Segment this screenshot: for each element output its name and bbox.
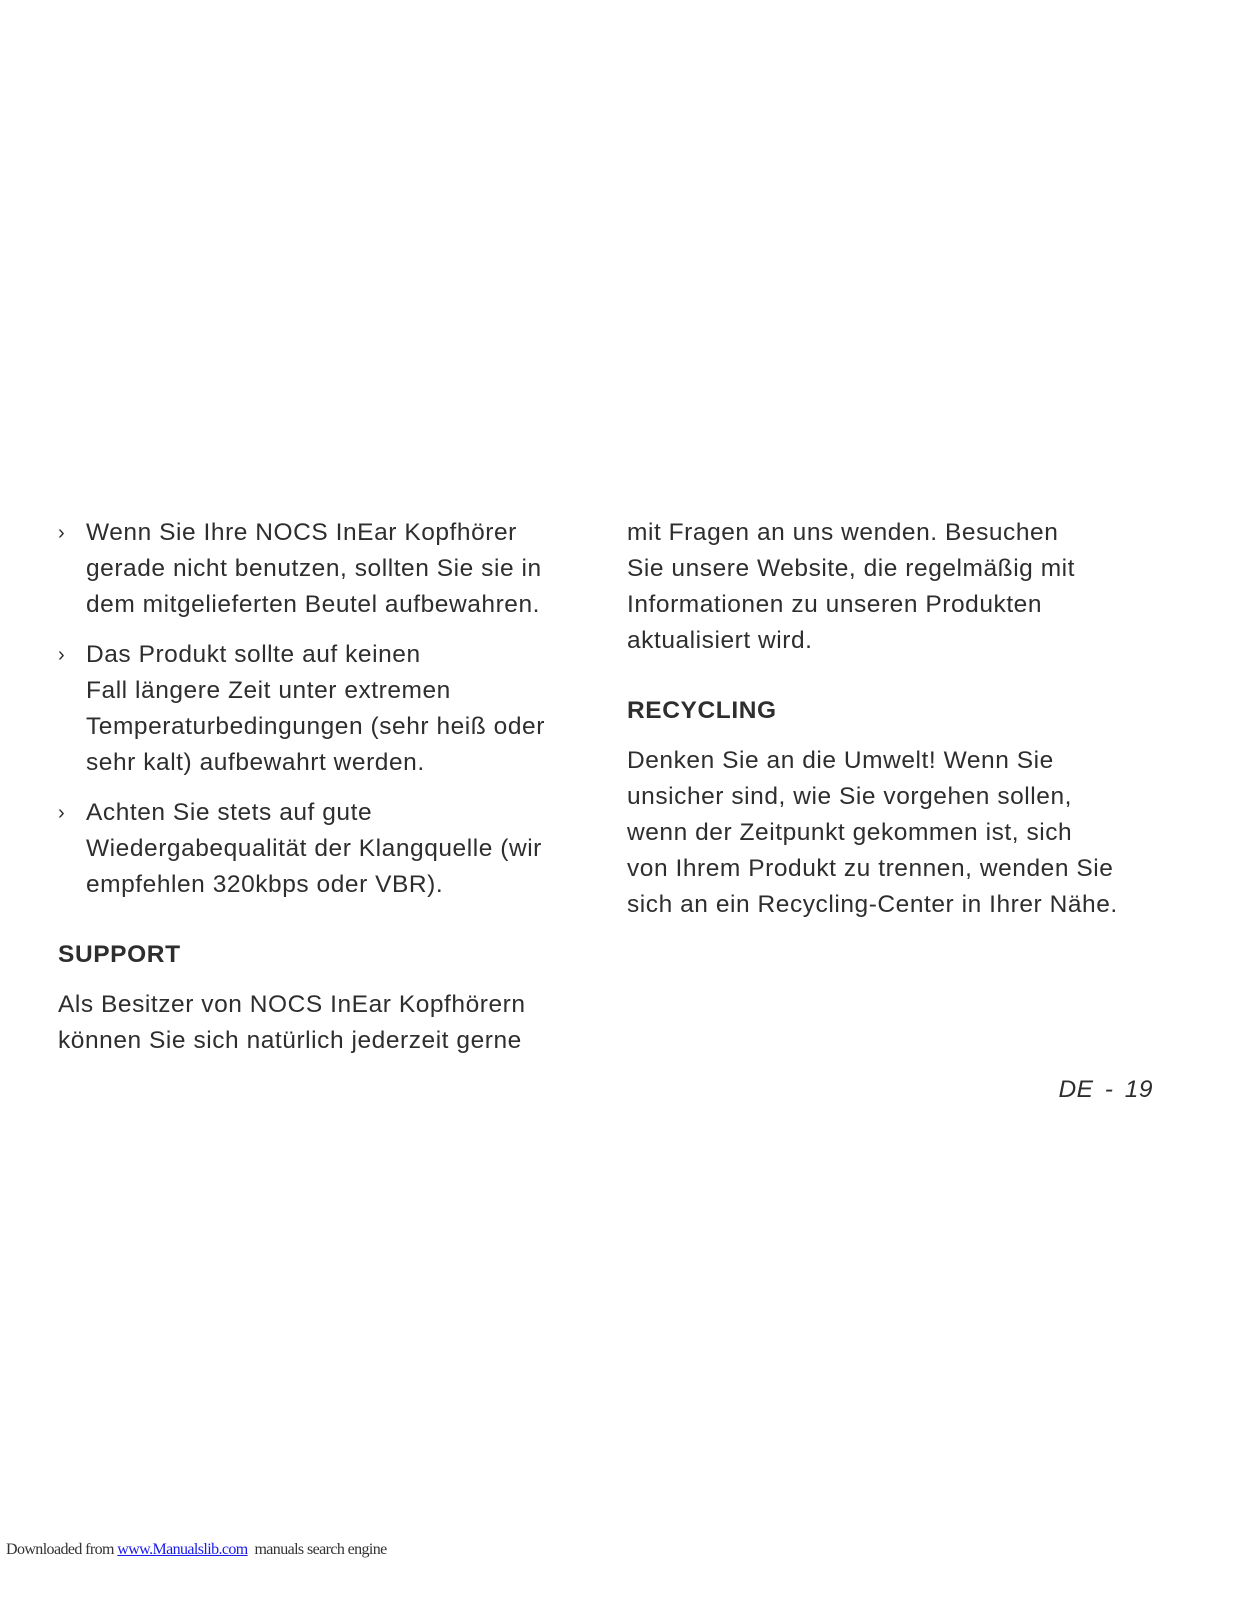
bullet-item [58, 515, 598, 623]
bullet-text: Wenn Sie Ihre NOCS InEar Kopfhörer gerade nicht benutzen, sollten Sie sie in dem mitgelieferten Beutel aufbewahren. [86, 519, 542, 618]
left-column [58, 515, 598, 1059]
footer-prefix: Downloaded from [6, 1541, 118, 1558]
right-column [627, 515, 1187, 923]
bullet-text: Das Produkt sollte auf keinen Fall längere Zeit unter extremen Temperaturbedingungen (sehr heiß oder sehr kalt) aufbewahrt werden. [86, 641, 545, 776]
support-heading: SUPPORT [58, 941, 181, 968]
bullet-chevron-icon: › [58, 522, 65, 544]
footer-suffix: manuals search engine [247, 1541, 387, 1558]
manualslib-link[interactable]: www.Manualslib.com [117, 1541, 248, 1558]
bullet-chevron-icon: › [58, 644, 65, 666]
bullet-item [58, 795, 598, 903]
support-text: Als Besitzer von NOCS InEar Kopfhörern können Sie sich natürlich jederzeit gerne [58, 991, 526, 1054]
bullet-chevron-icon: › [58, 802, 65, 824]
bullet-text: Achten Sie stets auf gute Wiedergabequalität der Klangquelle (wir empfehlen 320kbps oder VBR). [86, 799, 542, 898]
page-number: DE - 19 [1058, 1076, 1153, 1103]
recycling-heading: RECYCLING [627, 697, 777, 724]
bullet-item [58, 637, 598, 781]
support-continued-text: mit Fragen an uns wenden. Besuchen Sie unsere Website, die regelmäßig mit Informationen zu unseren Produkten aktualisiert wird. [627, 519, 1076, 654]
download-footer [6, 1541, 387, 1559]
recycling-text: Denken Sie an die Umwelt! Wenn Sie unsicher sind, wie Sie vorgehen sollen, wenn der Zeitpunkt gekommen ist, sich von Ihrem Produkt zu trennen, wenden Sie sich an ein Recycling-Center in Ihrer Nähe. [627, 747, 1118, 918]
